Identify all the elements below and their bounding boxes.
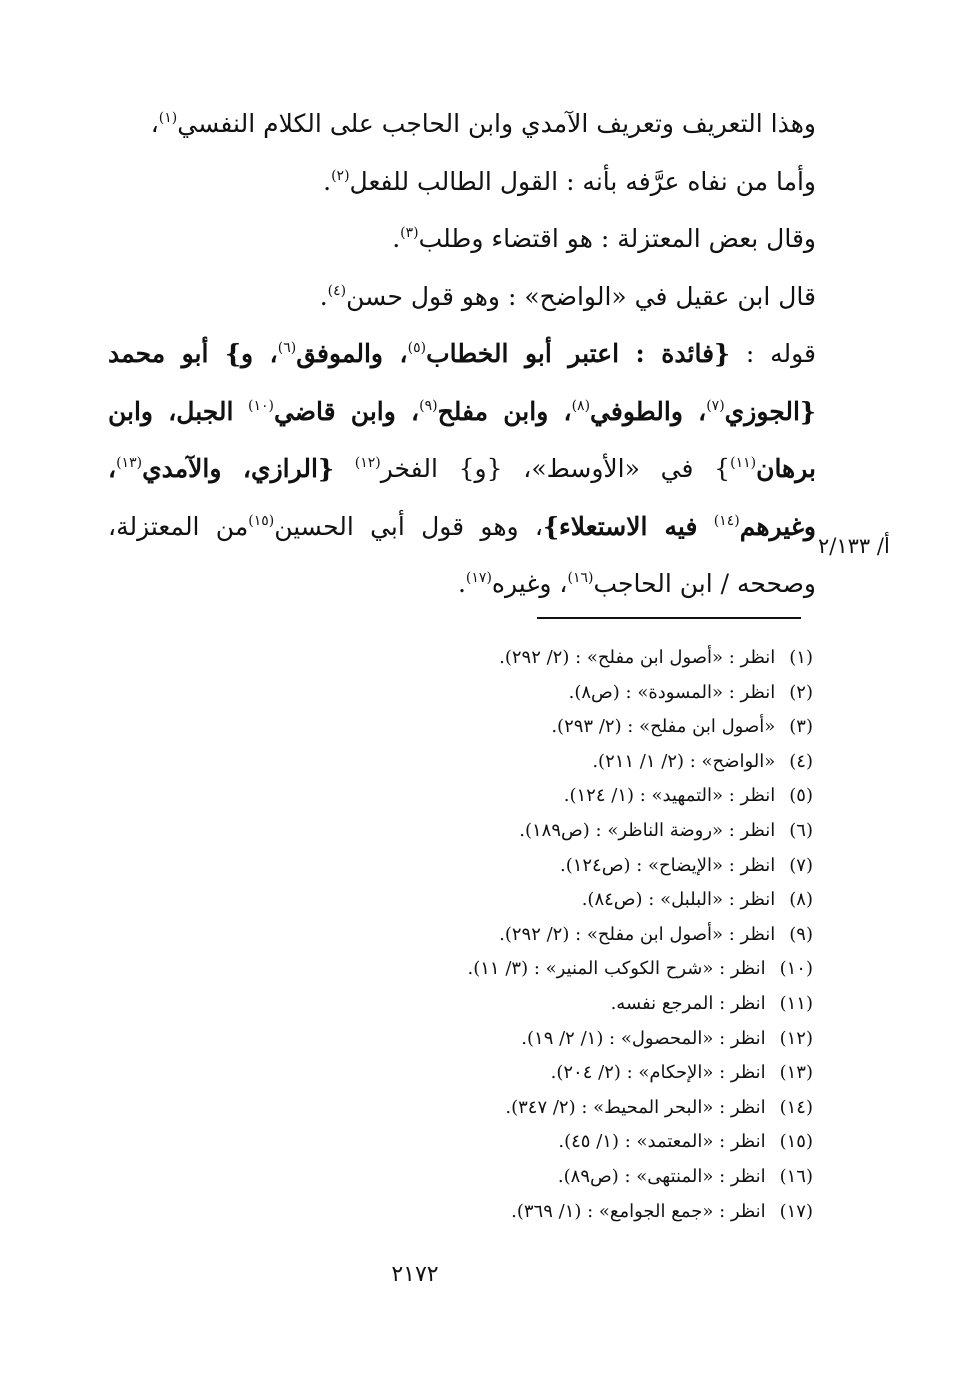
footnote-ref[interactable]: (٦) [277, 340, 297, 356]
footnote-ref[interactable]: (٩) [419, 397, 438, 414]
footnote-number: (١١) [779, 992, 813, 1014]
footnote-number: (٨) [789, 889, 813, 911]
footnote-number: (١٣) [779, 1062, 813, 1084]
footnote-text: انظر : «البحر المحيط» : (٢/ ٣٤٧). [505, 1096, 766, 1118]
footnote-item [393, 918, 813, 953]
footnote-number: (٦) [789, 819, 813, 841]
punctuation: ، [150, 109, 159, 138]
footnote-text: انظر : «المسودة» : (ص٨). [568, 681, 776, 703]
bold-text: ، وابن مفلح [437, 396, 572, 426]
text-segment: وأما من نفاه عرَّفه بأنه : القول الطالب للفعل [349, 166, 816, 196]
footnote-ref[interactable]: (١٧) [465, 570, 492, 586]
footnote-text: انظر : «جمع الجوامع» : (١/ ٣٦٩). [511, 1200, 766, 1222]
footnote-ref[interactable]: (٤) [327, 282, 347, 299]
text-segment: ، وغيره [491, 569, 568, 598]
footnote-item [393, 676, 813, 711]
text-segment: وقال بعض المعتزلة : هو اقتضاء وطلب [418, 224, 816, 253]
footnote-item [393, 1125, 813, 1160]
footnote-item [393, 883, 813, 918]
footnote-item [393, 1195, 813, 1230]
main-text [108, 95, 816, 613]
text-line-4 [108, 268, 816, 326]
footnote-number: (١٥) [779, 1131, 813, 1153]
text-segment: قال ابن عقيل في «الواضح» : وهو قول حسن [346, 281, 816, 311]
text-line-1 [108, 95, 816, 153]
text-segment: وهذا التعريف وتعريف الآمدي وابن الحاجب على الكلام النفسي [177, 109, 816, 138]
bold-text: ، و} أبو محمد {الجوزي [108, 339, 817, 426]
footnote-number: (٧) [789, 854, 813, 876]
footnote-text: «أصول ابن مفلح» : (٢/ ٢٩٣). [551, 716, 776, 738]
footnote-text: انظر : «الإحكام» : (٢/ ٢٠٤). [550, 1062, 766, 1084]
quoted-paragraph [108, 325, 816, 613]
footnote-text: انظر : «البلبل» : (ص٨٤). [581, 889, 776, 911]
bold-text: ، وغيرهم [108, 454, 816, 541]
footnote-ref[interactable]: (١١) [730, 455, 757, 471]
footnote-text: انظر : «الإيضاح» : (ص١٢٤). [559, 854, 776, 876]
footnote-item [393, 1160, 813, 1195]
footnote-ref[interactable]: (١٥) [248, 512, 275, 529]
footnote-number: (٤) [789, 750, 813, 772]
footnote-text: انظر : «المحصول» : (١/ ٢/ ١٩). [521, 1027, 766, 1049]
footnote-item [393, 710, 813, 745]
text-segment: من المعتزلة، وصححه / ابن الحاجب [108, 511, 816, 598]
footnote-number: (١٢) [779, 1027, 813, 1049]
footnote-item [393, 641, 813, 676]
footnote-ref[interactable]: (٥) [407, 340, 427, 356]
footnote-number: (١٦) [779, 1165, 813, 1187]
footnote-number: (١٤) [779, 1096, 813, 1118]
footnote-item [393, 779, 813, 814]
bold-text: فيه الاستعلاء} [542, 511, 698, 541]
footnote-text: انظر : «روضة الناظر» : (ص١٨٩). [519, 819, 776, 841]
punctuation: . [323, 166, 332, 196]
footnote-text: «الواضح» : (٢/ ١/ ٢١١). [592, 750, 776, 772]
footnote-text: انظر : «التمهيد» : (١/ ١٢٤). [563, 785, 776, 807]
footnote-item [393, 952, 813, 987]
page-number: ٢١٧٢ [391, 1262, 439, 1287]
footnote-text: انظر : «شرح الكوكب المنير» : (٣/ ١١). [467, 958, 766, 980]
footnote-number: (٥) [789, 785, 813, 807]
footnote-text: انظر : المرجع نفسه. [610, 992, 766, 1014]
footnote-ref[interactable]: (١٤) [713, 512, 740, 529]
footnote-separator [537, 617, 801, 619]
footnote-ref[interactable]: (٣) [400, 225, 419, 241]
punctuation: . [319, 281, 328, 311]
footnote-ref[interactable]: (٧) [706, 397, 725, 414]
footnote-number: (٣) [789, 716, 813, 738]
bold-text: ، والطوفي [590, 396, 707, 426]
manuscript-folio-marker: أ/ ٢/١٣٣ [818, 534, 890, 558]
bold-text: ، وابن قاضي [273, 396, 420, 426]
footnote-ref[interactable]: (٢) [331, 167, 350, 184]
footnote-number: (٢) [789, 681, 813, 703]
bold-text: ، والموفق [296, 339, 408, 368]
footnote-text: انظر : «المعتمد» : (١/ ٤٥). [558, 1131, 766, 1153]
footnote-number: (١٧) [779, 1200, 813, 1222]
footnote-item [393, 1022, 813, 1057]
footnote-item [393, 1056, 813, 1091]
punctuation: . [457, 569, 466, 598]
text-segment: } في «الأوسط»، {و} الفخر [380, 454, 731, 483]
bold-text: {فائدة : اعتبر أبو الخطاب [426, 339, 731, 368]
footnote-item [393, 745, 813, 780]
text-line-3 [108, 210, 816, 268]
footnote-item [393, 1091, 813, 1126]
bold-text: {الرازي، والآمدي [142, 454, 335, 483]
footnote-text: انظر : «أصول ابن مفلح» : (٢/ ٢٩٢). [499, 647, 776, 668]
footnote-ref[interactable]: (١٠) [247, 397, 274, 414]
footnote-number: (١٠) [779, 958, 813, 980]
text-line-2 [108, 153, 816, 211]
footnote-item [393, 987, 813, 1022]
footnotes [393, 641, 813, 1229]
footnote-number: (١) [789, 647, 813, 668]
punctuation: . [392, 224, 401, 253]
footnote-text: انظر : «المنتهى» : (ص٨٩). [557, 1165, 766, 1187]
footnote-ref[interactable]: (١) [158, 110, 178, 126]
footnote-text: انظر : «أصول ابن مفلح» : (٢/ ٢٩٢). [499, 923, 776, 945]
footnote-ref[interactable]: (١٣) [116, 455, 143, 471]
footnote-item [393, 814, 813, 849]
bold-text: الجبل، وابن برهان [108, 396, 816, 483]
footnote-item [393, 849, 813, 884]
footnote-ref[interactable]: (١٦) [567, 570, 594, 586]
footnote-ref[interactable]: (١٢) [354, 455, 381, 471]
footnote-number: (٩) [789, 923, 813, 945]
footnote-ref[interactable]: (٨) [571, 397, 591, 414]
text-segment: ، وهو قول أبي الحسين [274, 511, 543, 541]
text-segment: قوله : [745, 339, 816, 368]
